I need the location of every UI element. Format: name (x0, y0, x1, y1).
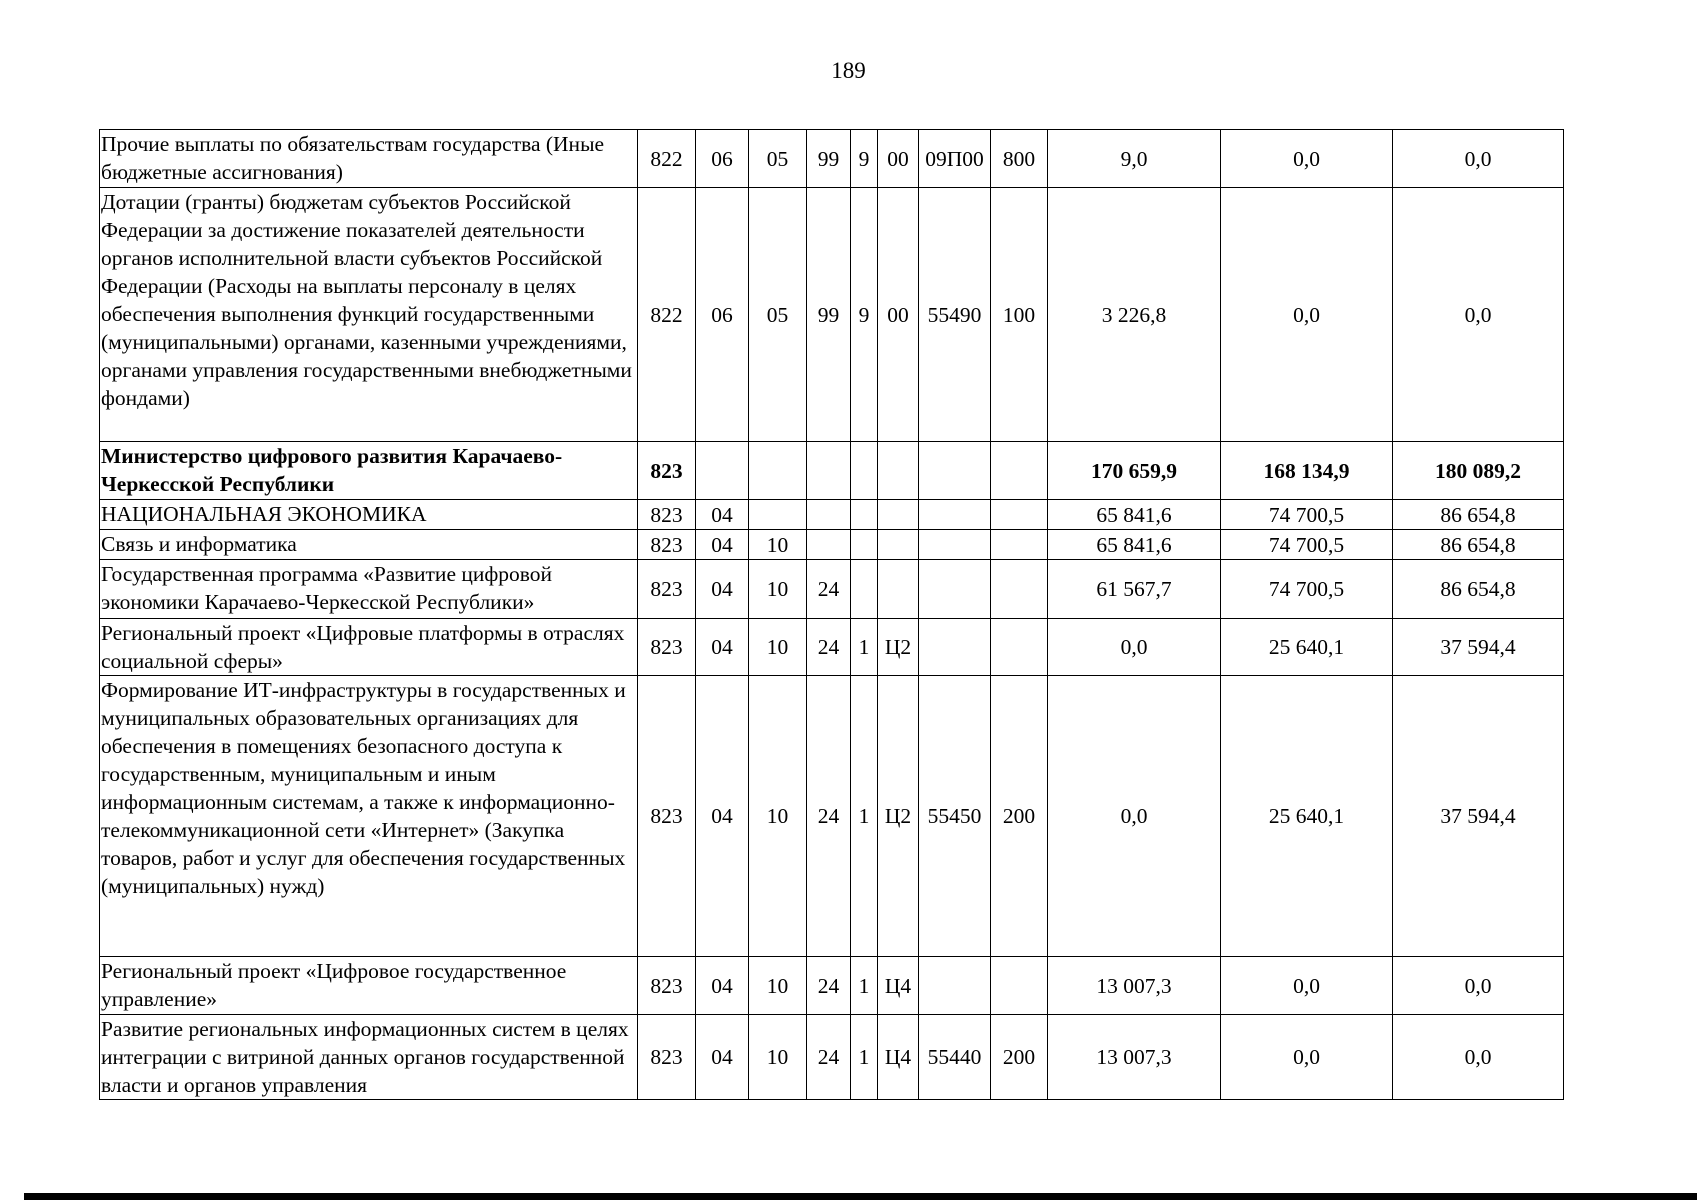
ministry-code-cell: 823 (638, 530, 696, 560)
subsection-code-cell: 10 (749, 676, 807, 957)
project-code-cell: Ц4 (878, 1015, 919, 1100)
amount-year3-cell: 0,0 (1393, 957, 1564, 1015)
ministry-code-cell: 823 (638, 560, 696, 619)
expense-type-cell: 200 (991, 1015, 1048, 1100)
amount-year2-cell: 74 700,5 (1221, 530, 1393, 560)
amount-year2-cell: 0,0 (1221, 957, 1393, 1015)
amount-year2-cell: 74 700,5 (1221, 560, 1393, 619)
target-code-cell (919, 442, 991, 500)
project-code-cell: 00 (878, 130, 919, 188)
subsection-code-cell: 10 (749, 530, 807, 560)
section-code-cell: 04 (696, 500, 749, 530)
target-code-cell (919, 500, 991, 530)
subprogram-code-cell: 1 (851, 957, 878, 1015)
program-code-cell: 24 (807, 619, 851, 676)
table-row (100, 676, 1564, 957)
section-code-cell: 04 (696, 957, 749, 1015)
program-code-cell: 99 (807, 130, 851, 188)
target-code-cell (919, 619, 991, 676)
ministry-code-cell: 823 (638, 500, 696, 530)
target-code-cell (919, 957, 991, 1015)
expense-type-cell (991, 442, 1048, 500)
subprogram-code-cell: 9 (851, 188, 878, 442)
section-code-cell (696, 442, 749, 500)
table-row (100, 1015, 1564, 1100)
amount-year1-cell: 65 841,6 (1048, 500, 1221, 530)
row-name-cell: Региональный проект «Цифровые платформы в отраслях социальной сферы» (100, 619, 638, 676)
row-name-cell: НАЦИОНАЛЬНАЯ ЭКОНОМИКА (100, 500, 638, 530)
amount-year2-cell: 0,0 (1221, 188, 1393, 442)
table-body (100, 130, 1564, 1100)
amount-year1-cell: 170 659,9 (1048, 442, 1221, 500)
amount-year1-cell: 0,0 (1048, 676, 1221, 957)
section-code-cell: 04 (696, 1015, 749, 1100)
expense-type-cell: 100 (991, 188, 1048, 442)
row-name-cell: Региональный проект «Цифровое государственное управление» (100, 957, 638, 1015)
subsection-code-cell (749, 500, 807, 530)
row-name-cell: Прочие выплаты по обязательствам государства (Иные бюджетные ассигнования) (100, 130, 638, 188)
expense-type-cell (991, 560, 1048, 619)
table-row (100, 619, 1564, 676)
bottom-border-bar (24, 1193, 1697, 1200)
amount-year3-cell: 0,0 (1393, 188, 1564, 442)
table-row (100, 957, 1564, 1015)
expense-type-cell (991, 957, 1048, 1015)
row-name-cell: Дотации (гранты) бюджетам субъектов Российской Федерации за достижение показателей деятельности органов исполнительной власти субъектов Российской Федерации (Расходы на выплаты персоналу в целях обеспечения выполнения функций государственными (муниципальными) органами, казенными учреждениями, органами управления государственными внебюджетными фондами) (100, 188, 638, 442)
program-code-cell: 24 (807, 676, 851, 957)
amount-year3-cell: 86 654,8 (1393, 500, 1564, 530)
program-code-cell: 24 (807, 957, 851, 1015)
amount-year1-cell: 9,0 (1048, 130, 1221, 188)
amount-year2-cell: 168 134,9 (1221, 442, 1393, 500)
amount-year3-cell: 0,0 (1393, 1015, 1564, 1100)
project-code-cell (878, 530, 919, 560)
ministry-code-cell: 823 (638, 442, 696, 500)
target-code-cell: 55450 (919, 676, 991, 957)
row-name-cell: Связь и информатика (100, 530, 638, 560)
expense-type-cell: 800 (991, 130, 1048, 188)
table-row (100, 530, 1564, 560)
subprogram-code-cell: 1 (851, 619, 878, 676)
subsection-code-cell: 10 (749, 957, 807, 1015)
amount-year1-cell: 0,0 (1048, 619, 1221, 676)
project-code-cell: Ц2 (878, 619, 919, 676)
table-row (100, 442, 1564, 500)
amount-year3-cell: 180 089,2 (1393, 442, 1564, 500)
section-code-cell: 04 (696, 619, 749, 676)
amount-year3-cell: 37 594,4 (1393, 676, 1564, 957)
amount-year2-cell: 0,0 (1221, 1015, 1393, 1100)
amount-year1-cell: 13 007,3 (1048, 957, 1221, 1015)
amount-year3-cell: 37 594,4 (1393, 619, 1564, 676)
section-code-cell: 06 (696, 188, 749, 442)
project-code-cell (878, 500, 919, 530)
subsection-code-cell: 05 (749, 130, 807, 188)
expense-type-cell (991, 619, 1048, 676)
target-code-cell: 55490 (919, 188, 991, 442)
ministry-code-cell: 823 (638, 619, 696, 676)
table-row (100, 500, 1564, 530)
subprogram-code-cell (851, 500, 878, 530)
row-name-cell: Министерство цифрового развития Карачаево-Черкесской Республики (100, 442, 638, 500)
project-code-cell: Ц4 (878, 957, 919, 1015)
section-code-cell: 04 (696, 560, 749, 619)
expense-type-cell: 200 (991, 676, 1048, 957)
amount-year2-cell: 25 640,1 (1221, 676, 1393, 957)
program-code-cell (807, 530, 851, 560)
target-code-cell: 09П00 (919, 130, 991, 188)
project-code-cell: 00 (878, 188, 919, 442)
amount-year2-cell: 0,0 (1221, 130, 1393, 188)
row-name-cell: Формирование ИТ-инфраструктуры в государственных и муниципальных образовательных организациях для обеспечения в помещениях безопасного доступа к государственным, муниципальным и иным информационным системам, а также к информационно-телекоммуникационной сети «Интернет» (Закупка товаров, работ и услуг для обеспечения государственных (муниципальных) нужд) (100, 676, 638, 957)
program-code-cell: 99 (807, 188, 851, 442)
amount-year1-cell: 13 007,3 (1048, 1015, 1221, 1100)
amount-year3-cell: 0,0 (1393, 130, 1564, 188)
ministry-code-cell: 822 (638, 130, 696, 188)
amount-year2-cell: 74 700,5 (1221, 500, 1393, 530)
project-code-cell (878, 560, 919, 619)
amount-year3-cell: 86 654,8 (1393, 530, 1564, 560)
subsection-code-cell: 10 (749, 619, 807, 676)
subprogram-code-cell: 1 (851, 1015, 878, 1100)
table-row (100, 130, 1564, 188)
amount-year2-cell: 25 640,1 (1221, 619, 1393, 676)
program-code-cell: 24 (807, 560, 851, 619)
subsection-code-cell: 05 (749, 188, 807, 442)
page-number: 189 (831, 58, 866, 83)
ministry-code-cell: 823 (638, 676, 696, 957)
section-code-cell: 04 (696, 676, 749, 957)
amount-year1-cell: 65 841,6 (1048, 530, 1221, 560)
expense-type-cell (991, 530, 1048, 560)
amount-year1-cell: 61 567,7 (1048, 560, 1221, 619)
project-code-cell (878, 442, 919, 500)
subprogram-code-cell (851, 442, 878, 500)
subsection-code-cell: 10 (749, 560, 807, 619)
project-code-cell: Ц2 (878, 676, 919, 957)
row-name-cell: Развитие региональных информационных систем в целях интеграции с витриной данных органов государственной власти и органов управления (100, 1015, 638, 1100)
subprogram-code-cell: 9 (851, 130, 878, 188)
subprogram-code-cell (851, 530, 878, 560)
table-row (100, 560, 1564, 619)
ministry-code-cell: 823 (638, 1015, 696, 1100)
section-code-cell: 06 (696, 130, 749, 188)
subprogram-code-cell (851, 560, 878, 619)
section-code-cell: 04 (696, 530, 749, 560)
program-code-cell: 24 (807, 1015, 851, 1100)
target-code-cell (919, 560, 991, 619)
subprogram-code-cell: 1 (851, 676, 878, 957)
amount-year3-cell: 86 654,8 (1393, 560, 1564, 619)
expense-type-cell (991, 500, 1048, 530)
ministry-code-cell: 823 (638, 957, 696, 1015)
target-code-cell: 55440 (919, 1015, 991, 1100)
amount-year1-cell: 3 226,8 (1048, 188, 1221, 442)
subsection-code-cell (749, 442, 807, 500)
table-row (100, 188, 1564, 442)
program-code-cell (807, 442, 851, 500)
program-code-cell (807, 500, 851, 530)
target-code-cell (919, 530, 991, 560)
budget-table (99, 129, 1564, 1100)
row-name-cell: Государственная программа «Развитие цифровой экономики Карачаево-Черкесской Республики» (100, 560, 638, 619)
ministry-code-cell: 822 (638, 188, 696, 442)
subsection-code-cell: 10 (749, 1015, 807, 1100)
